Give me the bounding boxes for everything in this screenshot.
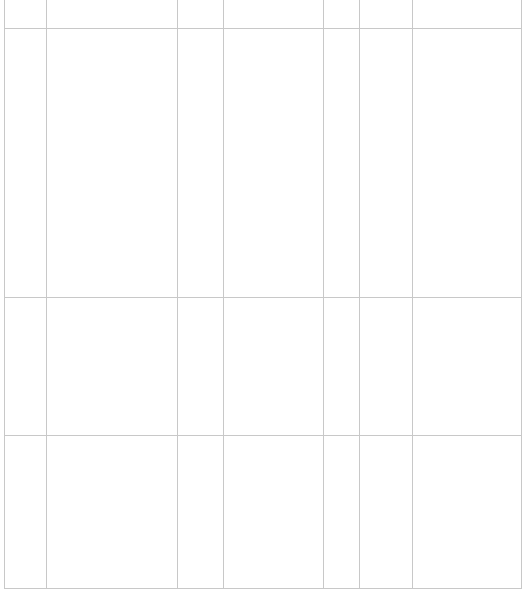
district: 丰台区	[177, 29, 223, 298]
cell-blank-prev	[324, 0, 360, 29]
handling-description: 丰台区城管局、西罗园街道办事处及区市政市容委到现场核实，经查，反映问题属实。	[223, 298, 324, 436]
cell-no-prev	[5, 0, 47, 29]
blank-cell	[324, 436, 360, 589]
handling-description: 丰台区城管局、宛平城地区办事处到现场核查，经查，被举报点位为临时便民市场，未取得营业执照，场内存在简易棚。	[223, 436, 324, 589]
issue-description: 丰台区南三环洋桥大厦北侧50米七克拉宝藏宾馆，二层楼顶上一个LED广告牌，每天夜间光污染，严重影响北侧居民的正常生活，希望夜间关闭广告牌灯光。	[46, 298, 177, 436]
handling-description: 丰台区东铁匠营街道办事处、区城管局到现场核实。经查，被举报区域已启动棚户区拆迁，按照“煤改电”项目实施计划，居民目前可以临时仍使用优质煤进行冬季取暖。现场未发现垃圾、生活污水、非法摊贩等现象，但存在私搭乱建问题。	[223, 29, 324, 298]
continuation-text: 助处理。	[56, 5, 95, 16]
cell-handling-prev	[223, 0, 324, 29]
verification-status: 属实	[360, 436, 413, 589]
district: 丰台区	[177, 436, 223, 589]
result-description: 丰台区东铁匠营街道办事处、区城管局已拆除违法建设。下一步，丰台区相关部门将加快推进城地区棚户区改造和环境整治项目建设，加大巡逻管控，坚决打击无证无照游商和露天烧烤。	[413, 29, 522, 298]
table-row	[5, 298, 522, 436]
table-row	[5, 29, 522, 298]
cell-issue-prev	[46, 0, 177, 29]
row-number: 6	[5, 436, 47, 589]
table-row	[5, 436, 522, 589]
complaint-table	[4, 0, 522, 589]
cell-district-prev	[177, 0, 223, 29]
verification-status: 部分属实	[360, 29, 413, 298]
cell-result-prev	[413, 0, 522, 29]
result-description: 丰台区城管局、宛平城地区办事处已拆除简易棚，并封闭市场。下一步，宛平城地区办事处将协调相关部门另行选址，建立便民菜市场，方便群众生活。	[413, 436, 522, 589]
issue-description: 丰台区卢沟桥宛平街道晓月新城小区北门北侧50米一露天无照菜市场，市场内生活垃圾随意丢弃，市场内南侧搭建的多处简易棚，均属于违建，希望调查处理。	[46, 436, 177, 589]
district: 丰台区	[177, 298, 223, 436]
blank-cell	[324, 298, 360, 436]
row-number: 5	[5, 298, 47, 436]
blank-cell	[324, 29, 360, 298]
table-row-continuation	[5, 0, 522, 29]
verification-status: 属实	[360, 298, 413, 436]
row-number: 4	[5, 29, 47, 298]
result-description: 丰台区城管局、西罗园街道办事处及区市政市容委约谈该宾馆相关负责人，要求今后每日22时关闭该广告牌。	[413, 298, 522, 436]
issue-description: 关于尽快修整丰台区同仁东路两侧环境污染问题的建议：1.同仁东路路两侧私搭乱建现象严重，垃圾遍地，生活污水直接倾倒在路面。2.私用散现象很严重，危害环境。3.同仁东路南三环入口开始，一直向南三米的两边，露天烧烤、非法摊贩非常严重。	[46, 29, 177, 298]
cell-status-prev	[360, 0, 413, 29]
